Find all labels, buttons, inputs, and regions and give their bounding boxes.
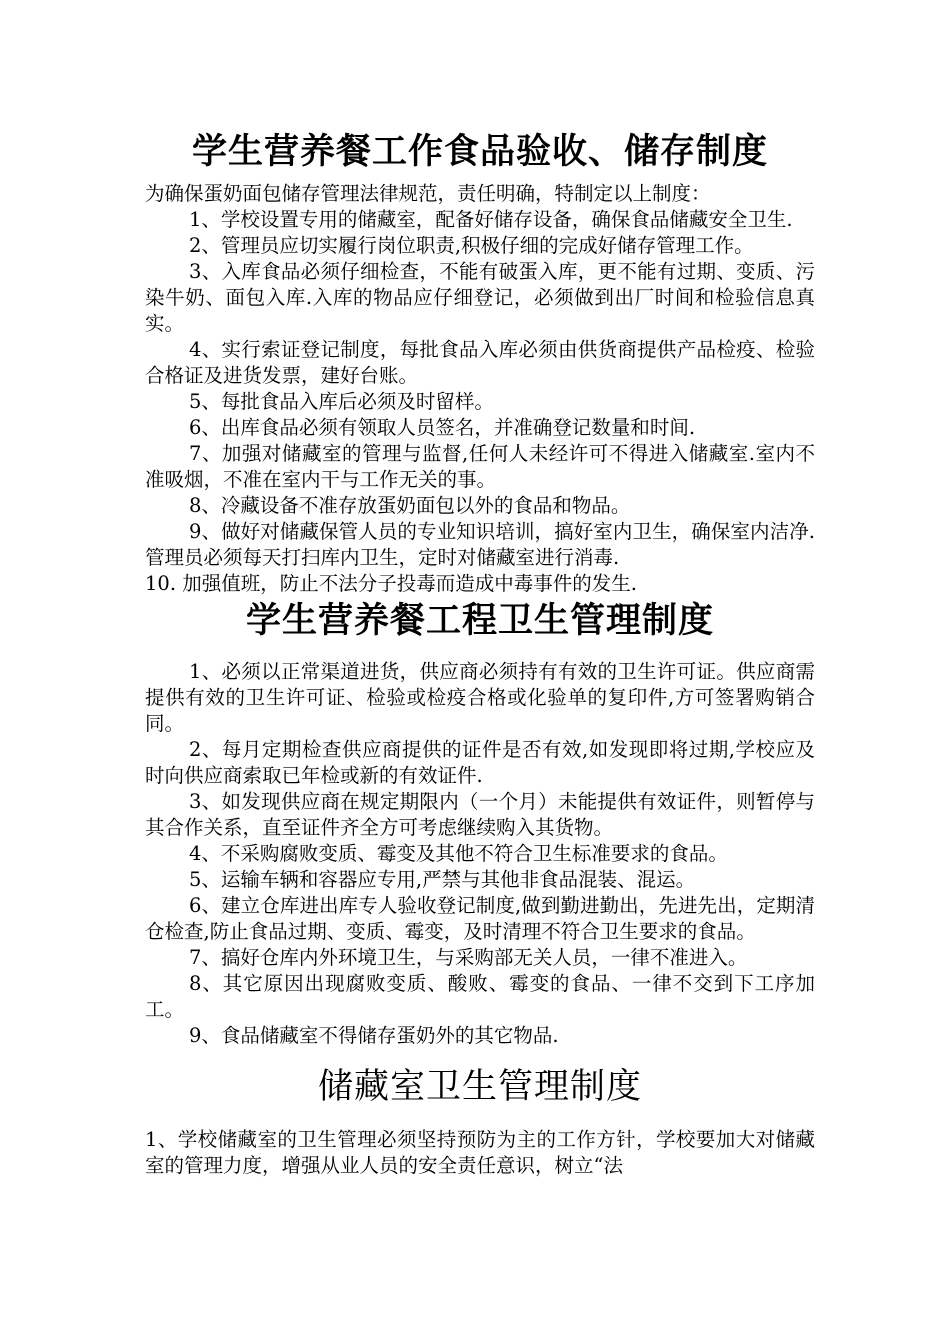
section-2-item-5: 5、运输车辆和容器应专用,严禁与其他非食品混装、混运。	[189, 868, 696, 891]
section-2-item-9: 9、食品储藏室不得储存蛋奶外的其它物品.	[189, 1024, 559, 1047]
section-2-item-1: 1、必须以正常渠道进货，供应商必须持有有效的卫生许可证。供应商需提供有效的卫生许可证、检验或检疫合格或化验单的复印件,方可签署购销合同。	[145, 660, 815, 735]
section-2-item-8: 8、其它原因出现腐败变质、酸败、霉变的食品、一律不交到下工序加工。	[145, 972, 815, 1021]
section-2-item-4: 4、不采购腐败变质、霉变及其他不符合卫生标准要求的食品。	[189, 842, 728, 865]
section-3-item-1: 1、学校储藏室的卫生管理必须坚持预防为主的工作方针，学校要加大对储藏室的管理力度，增强从业人员的安全责任意识，树立“法	[145, 1128, 815, 1177]
section-1-intro: 为确保蛋奶面包储存管理法律规范，责任明确，特制定以上制度：	[145, 182, 711, 205]
section-1-item-6: 6、出库食品必须有领取人员签名，并准确登记数量和时间.	[189, 416, 696, 439]
section-2-title: 学生营养餐工程卫生管理制度	[245, 600, 714, 641]
section-1-item-1: 1、学校设置专用的储藏室，配备好储存设备，确保食品储藏安全卫生.	[189, 208, 793, 231]
section-1-item-9: 9、做好对储藏保管人员的专业知识培训，搞好室内卫生，确保室内洁净.管理员必须每天打扫库内卫生，定时对储藏室进行消毒.	[145, 520, 815, 569]
section-1-title: 学生营养餐工作食品验收、储存制度	[191, 131, 768, 172]
section-1-item-7: 7、加强对储藏室的管理与监督,任何人未经许可不得进入储藏室.室内不准吸烟，不准在室内干与工作无关的事。	[145, 442, 815, 491]
section-2-item-6: 6、建立仓库进出库专人验收登记制度,做到勤进勤出，先进先出，定期清仓检查,防止食品过期、变质、霉变，及时清理不符合卫生要求的食品。	[145, 894, 815, 943]
section-2-item-2: 2、每月定期检查供应商提供的证件是否有效,如发现即将过期,学校应及时向供应商索取已年检或新的有效证件.	[145, 738, 815, 787]
section-1-item-3: 3、入库食品必须仔细检查，不能有破蛋入库，更不能有过期、变质、污染牛奶、面包入库.入库的物品应仔细登记，必须做到出厂时间和检验信息真实。	[145, 260, 815, 335]
document-body	[145, 128, 815, 1179]
section-1-item-5: 5、每批食品入库后必须及时留样。	[189, 390, 494, 413]
section-1-item-2: 2、管理员应切实履行岗位职责,积极仔细的完成好储存管理工作。	[189, 234, 754, 257]
section-1-item-8: 8、冷藏设备不准存放蛋奶面包以外的食品和物品。	[189, 494, 631, 517]
section-3-title: 储藏室卫生管理制度	[317, 1067, 642, 1107]
section-1-item-4: 4、实行索证登记制度，每批食品入库必须由供货商提供产品检疫、检验合格证及进货发票，建好台账。	[145, 338, 815, 387]
section-2-item-7: 7、搞好仓库内外环境卫生，与采购部无关人员，一律不准进入。	[189, 946, 748, 969]
section-2-item-3: 3、如发现供应商在规定期限内（一个月）未能提供有效证件，则暂停与其合作关系，直至证件齐全方可考虑继续购入其货物。	[145, 790, 815, 839]
section-1-item-10: 10. 加强值班，防止不法分子投毒而造成中毒事件的发生.	[145, 572, 637, 595]
